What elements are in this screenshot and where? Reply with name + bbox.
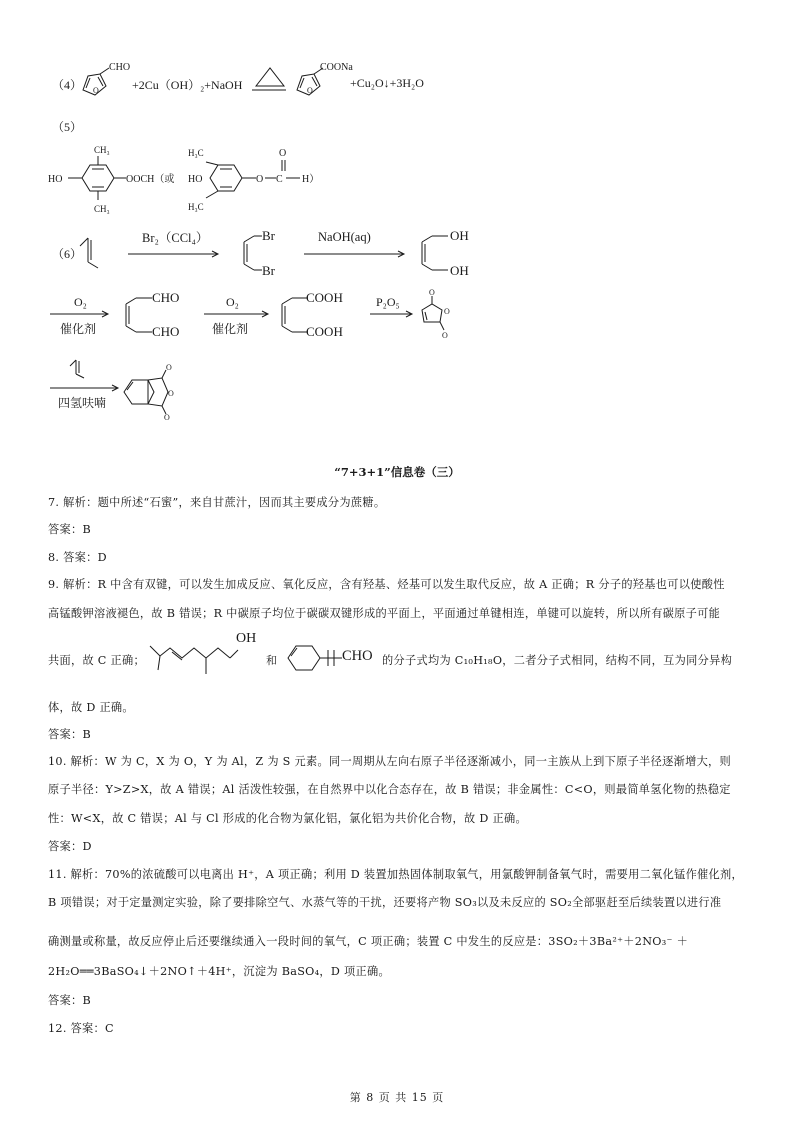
q8-answer: 8. 答案：D (48, 551, 107, 564)
reaction-arrow-2 (304, 250, 406, 258)
butadiene-small-structure (66, 356, 96, 380)
q6-o2-b: O₂ (226, 295, 239, 309)
svg-text:O: O (444, 307, 450, 316)
svg-text:O: O (307, 86, 313, 95)
q6-br1: Br (262, 228, 275, 243)
butadiene-structure (76, 232, 106, 272)
q11-analysis-line1: 11. 解析：70%的浓硫酸可以电离出 H⁺，A 项正确；利用 D 装置加热固体制取氧气，用氯酸钾制备氧气时，需要用二氧化锰作催化剂， (48, 868, 744, 881)
q9-analysis-line2: 高锰酸钾溶液褪色，故 B 错误；R 中碳原子均位于碳碳双键形成的平面上，平面通过单键相连，单键可以旋转，所以所有碳原子可能 (48, 607, 721, 620)
reaction-arrow-5 (370, 310, 414, 318)
reaction-arrow-6 (50, 384, 120, 392)
geraniol-like-structure (148, 630, 248, 678)
q5-h3c-top: H₃C (188, 148, 204, 158)
q6-cat-b: 催化剂 (212, 322, 249, 336)
q5-o-link: O (256, 174, 264, 185)
q6-oh2: OH (450, 263, 469, 278)
q9-analysis-line3-end: 的分子式均为 C₁₀H₁₈O，二者分子式相同，结构不同，互为同分异构 (382, 654, 733, 667)
q9-answer: 答案：B (48, 728, 91, 741)
q9-analysis-line1: 9. 解析：R 中含有双键，可以发生加成反应、氧化反应，含有羟基、烃基可以发生取代反应，故 A 正确；R 分子的羟基也可以使酸性 (48, 578, 725, 591)
svg-text:O: O (442, 331, 448, 340)
q5-o-top: O (279, 148, 287, 159)
q7-analysis: 7. 解析：题中所述“石蜜”，来自甘蔗汁，因而其主要成分为蔗糖。 (48, 496, 386, 509)
section-title: “7+3+1”信息卷（三） (334, 465, 460, 479)
q9-analysis-line3-start: 共面，故 C 正确； (48, 654, 145, 667)
q4-coona: COONa (320, 62, 353, 73)
q5-label: （5） (52, 120, 83, 134)
maleic-anhydride-structure (414, 288, 454, 342)
q11-analysis-line3: 确测量或称量，故反应停止后还要继续通入一段时间的氧气，C 项正确；装置 C 中发生的反应是：3SO₂＋3Ba²⁺＋2NO₃⁻ ＋ (48, 935, 689, 948)
q10-analysis-line2: 原子半径：Y>Z>X，故 A 错误；Al 活泼性较强，在自然界中以化合态存在，故 B 错误；非金属性：C<O，则最简单氢化物的热稳定 (48, 783, 731, 796)
q6-cho2: CHO (152, 324, 180, 339)
page-footer: 第 8 页 共 15 页 (349, 1091, 445, 1104)
q6-o2-a: O₂ (74, 295, 87, 309)
svg-text:O: O (429, 288, 435, 297)
q6-reagent1: Br₂（CCl₄） (142, 231, 209, 245)
q5-structure-1 (48, 140, 198, 220)
q6-reagent2: NaOH(aq) (318, 230, 371, 244)
reaction-arrow-3 (50, 310, 110, 318)
q5-ooch: OOCH（或 (126, 174, 175, 185)
q11-analysis-line2: B 项错误；对于定量测定实验，除了要排除空气、水蒸气等的干扰，还要将产物 SO₃以及未反应的 SO₂全部驱赶至后续装置以进行准 (48, 896, 722, 909)
q6-br2: Br (262, 263, 275, 278)
q10-analysis-line3: 性：W<X，故 C 错误；Al 与 Cl 形成的化合物为氯化铝，氯化铝为共价化合物，故 D 正确。 (48, 812, 527, 825)
q5-ho: HO (48, 174, 63, 185)
heat-triangle-arrow (252, 64, 288, 94)
svg-text:O: O (166, 363, 172, 372)
q4-cho: CHO (109, 62, 131, 73)
q6-cat-a: 催化剂 (60, 322, 97, 336)
q5-ho2: HO (188, 174, 203, 185)
q4-label: （4） (52, 78, 83, 92)
q12-answer: 12. 答案：C (48, 1022, 114, 1035)
q5-h: H） (302, 174, 320, 185)
q6-p2o5: P₂O₅ (376, 295, 400, 309)
q11-analysis-line4: 2H₂O══3BaSO₄↓＋2NO↑＋4H⁺，沉淀为 BaSO₄，D 项正确。 (48, 965, 390, 978)
q4-reagents: +2Cu（OH）₂+NaOH (132, 78, 243, 92)
svg-text:O: O (168, 389, 174, 398)
q6-cho1: CHO (152, 290, 180, 305)
q9-cho: CHO (342, 648, 373, 664)
q10-answer: 答案：D (48, 840, 92, 853)
q9-and: 和 (266, 654, 277, 667)
svg-text:O: O (164, 413, 170, 422)
cyclohexene-aldehyde-structure (280, 632, 390, 680)
q5-h3c-bottom: H₃C (188, 202, 204, 212)
q6-cooh2: COOH (306, 324, 343, 339)
q5-structure-2 (188, 140, 338, 220)
q6-cooh1: COOH (306, 290, 343, 305)
q5-c: C (276, 174, 283, 185)
reaction-arrow-1 (128, 250, 220, 258)
svg-text:O: O (93, 86, 99, 95)
q4-products: +Cu₂O↓+3H₂O (350, 76, 424, 90)
q6-thf: 四氢呋喃 (58, 396, 107, 410)
q6-oh1: OH (450, 228, 469, 243)
q10-analysis-line1: 10. 解析：W 为 C，X 为 O，Y 为 Al，Z 为 S 元素。同一周期从左向右原子半径逐渐减小，同一主族从上到下原子半径逐渐增大，则 (48, 755, 732, 768)
tetrahydrophthalic-anhydride-structure (118, 364, 188, 420)
q7-answer: 答案：B (48, 523, 91, 536)
q11-answer: 答案：B (48, 994, 91, 1007)
q6-label: （6） (52, 247, 83, 261)
reaction-arrow-4 (204, 310, 270, 318)
q5-ch3-bottom: CH₃ (94, 204, 110, 214)
q5-ch3-top: CH₃ (94, 145, 110, 155)
q9-analysis-line4: 体，故 D 正确。 (48, 701, 134, 714)
q9-oh: OH (236, 631, 257, 646)
